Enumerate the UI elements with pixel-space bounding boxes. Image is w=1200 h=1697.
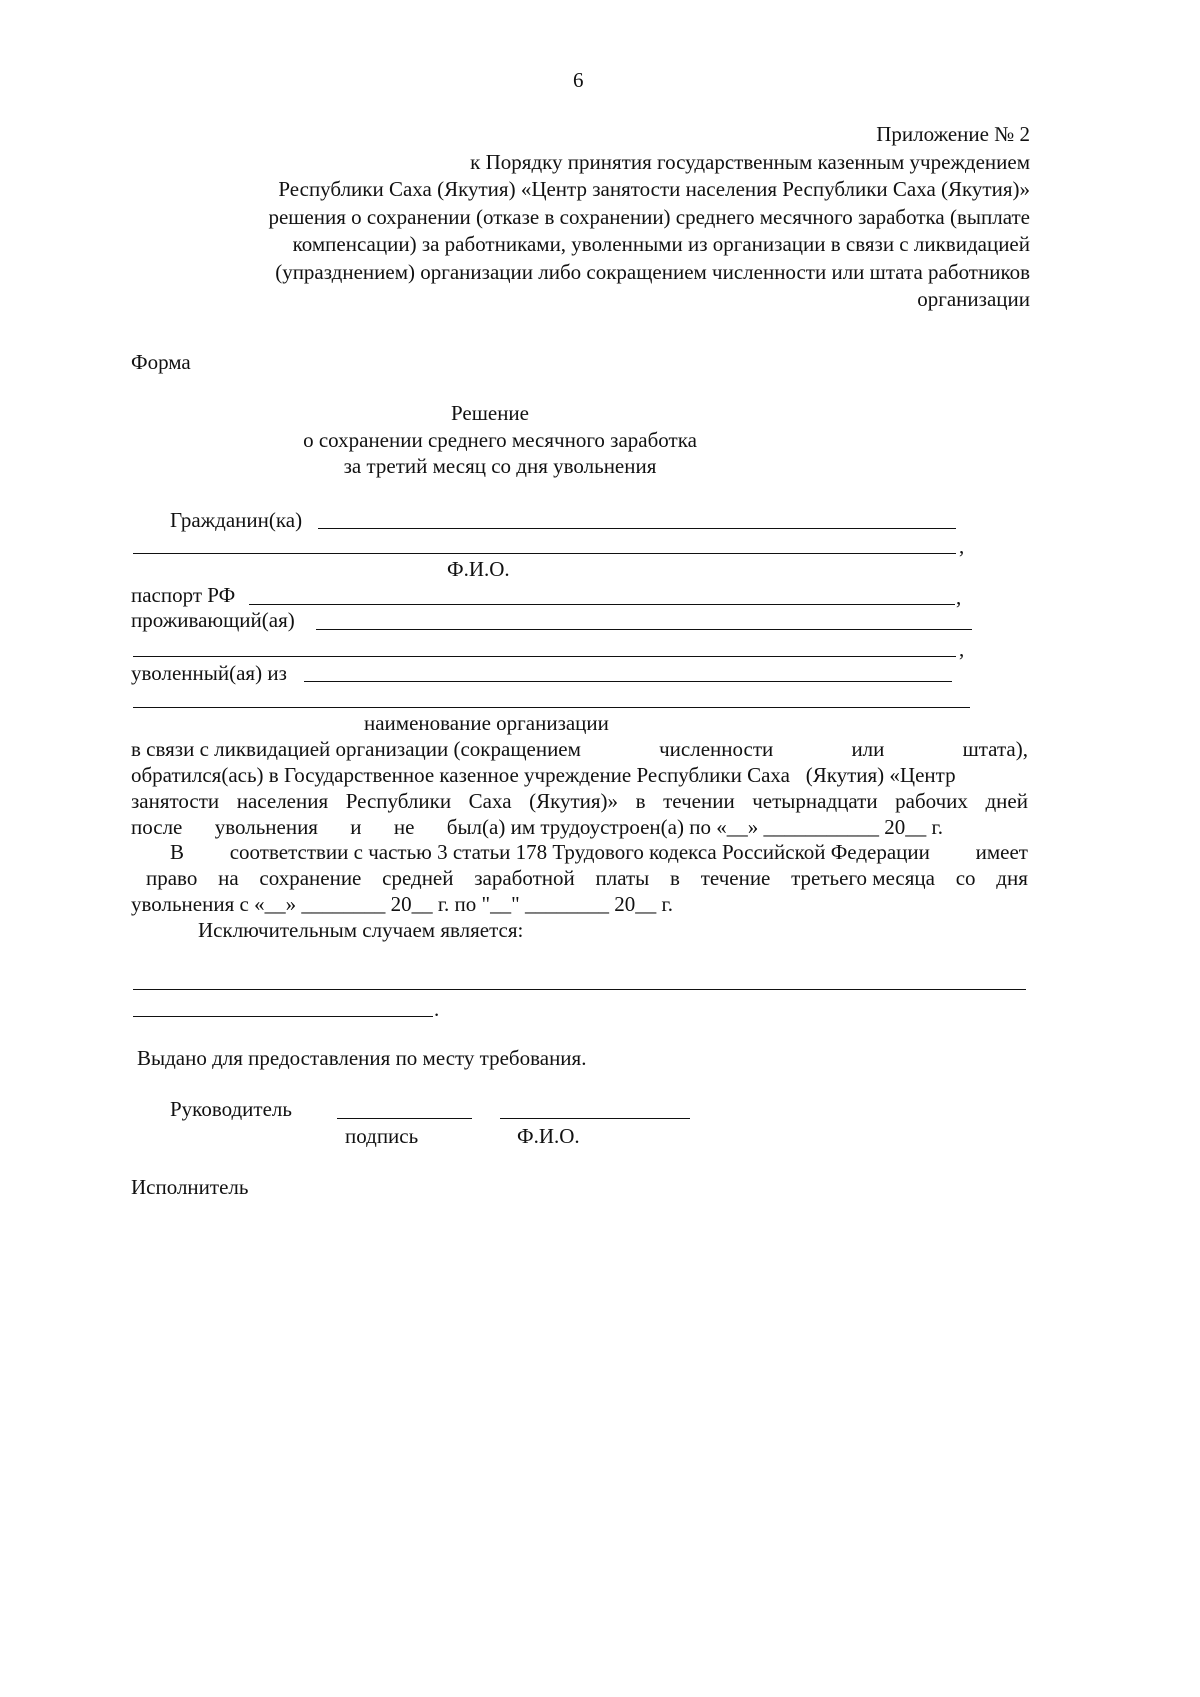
body-line	[170, 842, 1028, 863]
head-fio-input-line[interactable]	[500, 1118, 690, 1119]
text-fragment: (Якутия)»	[529, 789, 619, 813]
text-fragment: Саха	[468, 789, 512, 813]
text-fragment: сохранение	[259, 866, 362, 890]
appendix-line: решения о сохранении (отказе в сохранении) среднего месячного заработка (выплате	[268, 204, 1030, 229]
appendix-title: Приложение № 2	[876, 122, 1030, 146]
text-fragment: Республики	[345, 789, 452, 813]
executor-label: Исполнитель	[131, 1175, 249, 1199]
appendix-line: Республики Саха (Якутия) «Центр занятости населения Республики Саха (Якутия)»	[278, 177, 1030, 201]
body-line: обратился(ась) в Государственное казенное учреждение Республики Саха (Якутия) «Центр	[131, 763, 956, 787]
text-fragment: дня	[996, 866, 1028, 890]
text-fragment: после	[131, 815, 183, 839]
decision-subtitle-2: за третий месяц со дня увольнения	[343, 454, 657, 478]
text-fragment: занятости	[131, 789, 220, 813]
text-fragment: на	[218, 866, 239, 890]
text-fragment: право	[146, 866, 198, 890]
decision-subtitle-1: о сохранении среднего месячного заработка	[303, 428, 697, 452]
text-fragment: увольнения	[214, 815, 318, 839]
text-fragment: не	[393, 815, 415, 839]
text-fragment: четырнадцати	[752, 789, 878, 813]
text-fragment: численности	[659, 737, 774, 761]
text-fragment: платы	[595, 866, 650, 890]
appendix-line: организации	[917, 287, 1030, 311]
residing-label: проживающий(ая)	[131, 608, 295, 632]
text-fragment: дней	[985, 789, 1028, 813]
text-fragment: рабочих	[895, 789, 968, 813]
text-fragment: в	[670, 866, 680, 890]
exceptional-input-line-2[interactable]	[133, 1016, 433, 1017]
text-fragment: течении	[663, 789, 735, 813]
residing-input-line[interactable]	[316, 629, 972, 630]
residing-input-line-2[interactable]	[133, 656, 956, 657]
body-line	[131, 791, 1028, 812]
appendix-header	[268, 121, 1030, 314]
text-fragment: в связи с ликвидацией организации (сокращением	[131, 737, 581, 761]
body-line: увольнения с «__» ________ 20__ г. по "__" ________ 20__ г.	[131, 892, 673, 916]
comma: ,	[959, 637, 965, 661]
body-line	[131, 739, 1028, 760]
organization-input-line[interactable]	[133, 707, 970, 708]
dismissed-input-line[interactable]	[304, 681, 952, 682]
text-fragment: третьего месяца	[791, 866, 935, 890]
text-fragment: имеет	[975, 840, 1028, 864]
organization-caption: наименование организации	[364, 711, 609, 735]
comma: ,	[956, 585, 962, 609]
text-fragment: соответствии с частью 3 статьи 178 Трудового кодекса Российской Федерации	[229, 840, 930, 864]
form-label: Форма	[131, 350, 191, 374]
citizen-label: Гражданин(ка)	[170, 508, 303, 532]
fio-caption: Ф.И.О.	[517, 1124, 580, 1148]
text-fragment: средней	[382, 866, 454, 890]
text-fragment: и	[350, 815, 362, 839]
text-fragment: в	[635, 789, 646, 813]
head-label: Руководитель	[170, 1097, 292, 1121]
citizen-input-line-2[interactable]	[133, 553, 956, 554]
passport-label: паспорт РФ	[131, 583, 236, 607]
body-line	[146, 868, 1028, 889]
decision-title: Решение	[450, 401, 529, 425]
text-fragment: штата),	[962, 737, 1028, 761]
fio-caption: Ф.И.О.	[447, 557, 510, 581]
exceptional-input-line[interactable]	[133, 989, 1026, 990]
text-fragment: со	[955, 866, 976, 890]
text-fragment: был(а) им трудоустроен(а) по «__» ___________ 20__ г.	[446, 815, 943, 839]
dismissed-label: уволенный(ая) из	[131, 661, 287, 685]
appendix-line: (упразднением) организации либо сокращением численности или штата работников	[275, 259, 1030, 284]
page-number: 6	[573, 68, 584, 92]
signature-caption: подпись	[345, 1124, 419, 1148]
citizen-input-line[interactable]	[318, 528, 956, 529]
exceptional-label: Исключительным случаем является:	[198, 918, 524, 942]
passport-input-line[interactable]	[249, 604, 955, 605]
text-fragment: заработной	[474, 866, 575, 890]
text-fragment: В	[170, 840, 185, 864]
text-fragment: населения	[236, 789, 329, 813]
period: .	[434, 997, 440, 1021]
text-fragment: течение	[700, 866, 771, 890]
appendix-line: к Порядку принятия государственным казенным учреждением	[470, 149, 1030, 174]
body-line	[131, 817, 943, 838]
text-fragment: или	[851, 737, 885, 761]
comma: ,	[959, 534, 965, 558]
appendix-line: компенсации) за работниками, уволенными из организации в связи с ликвидацией	[292, 232, 1030, 256]
issued-text: Выдано для предоставления по месту требования.	[137, 1046, 587, 1070]
signature-input-line[interactable]	[337, 1118, 472, 1119]
